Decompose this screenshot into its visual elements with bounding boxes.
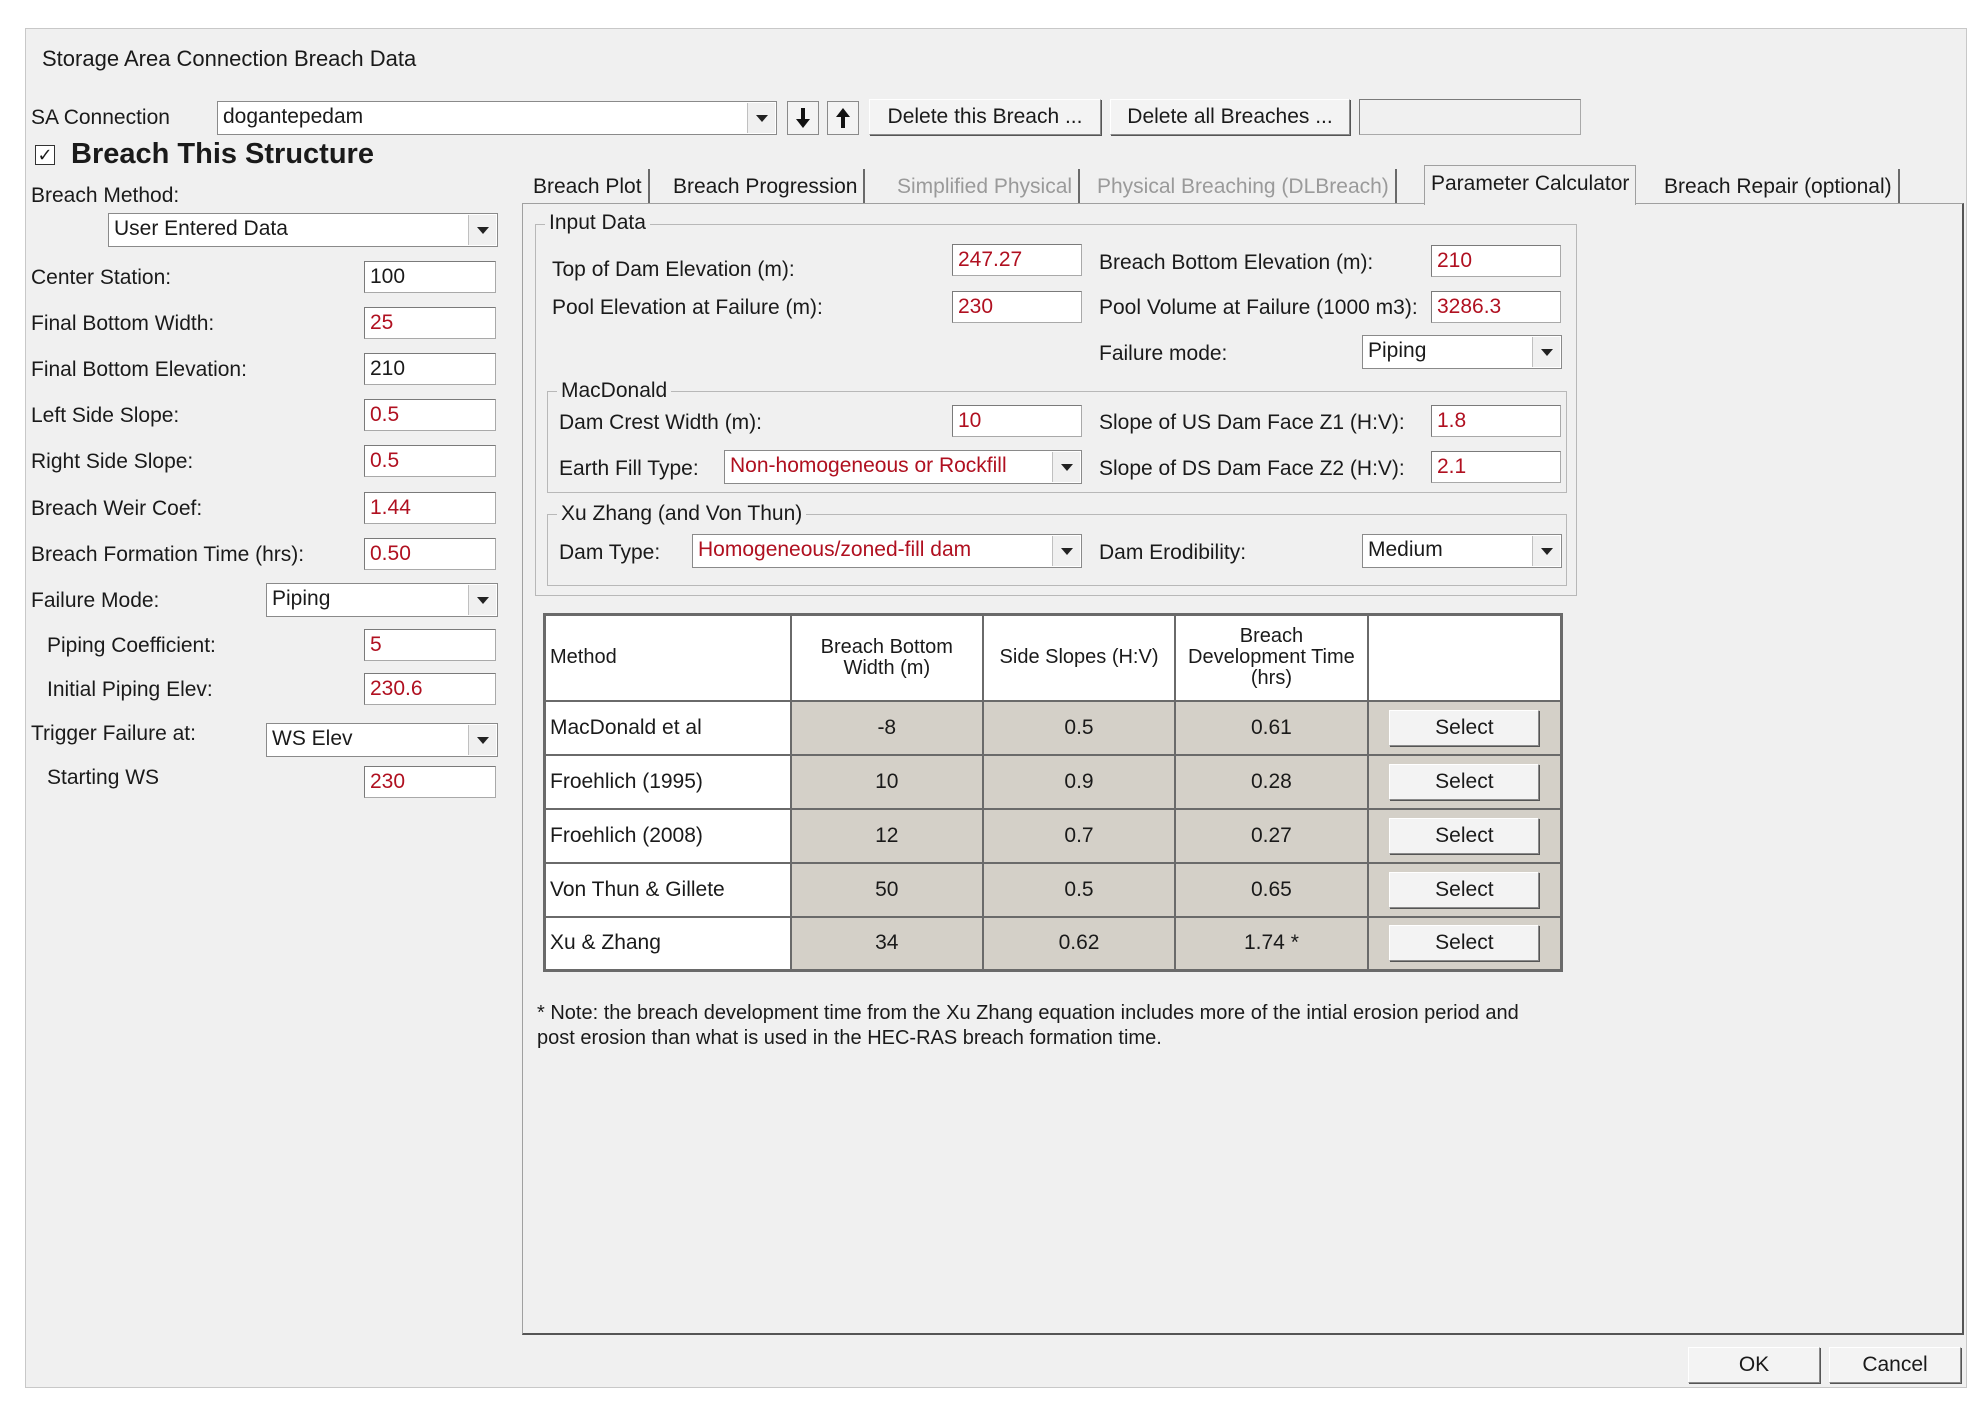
failure-mode-calc-value: Piping <box>1368 339 1427 362</box>
breach-structure-checkbox[interactable]: ✓ <box>35 145 55 165</box>
move-up-button[interactable] <box>827 101 859 135</box>
right-side-slope-input[interactable]: 0.5 <box>364 445 496 477</box>
breach-formation-time-input[interactable]: 0.50 <box>364 538 496 570</box>
slopes-cell: 0.7 <box>983 809 1175 863</box>
right-side-slope-label: Right Side Slope: <box>31 450 194 473</box>
width-cell: 34 <box>791 917 983 971</box>
width-cell: 50 <box>791 863 983 917</box>
sa-connection-label: SA Connection <box>31 106 170 129</box>
breach-bottom-elevation-label: Breach Bottom Elevation (m): <box>1099 251 1374 274</box>
method-cell: Froehlich (1995) <box>545 755 791 809</box>
center-station-input[interactable]: 100 <box>364 261 496 293</box>
chevron-down-icon[interactable] <box>468 725 496 755</box>
select-button[interactable]: Select <box>1389 818 1539 854</box>
trigger-failure-select[interactable] <box>266 723 498 757</box>
macdonald-title: MacDonald <box>557 379 671 403</box>
breach-formation-time-label: Breach Formation Time (hrs): <box>31 543 305 566</box>
final-bottom-width-input[interactable]: 25 <box>364 307 496 339</box>
breach-method-label: Breach Method: <box>31 184 180 207</box>
select-cell <box>1368 755 1562 809</box>
tab-parameter-calculator[interactable]: Parameter Calculator <box>1424 165 1636 205</box>
pool-volume-input[interactable]: 3286.3 <box>1431 291 1561 323</box>
table-header-row <box>545 615 1562 701</box>
tab-physical-breaching[interactable]: Physical Breaching (DLBreach) <box>1091 169 1397 203</box>
ok-button[interactable]: OK <box>1688 1347 1820 1383</box>
starting-ws-input[interactable]: 230 <box>364 766 496 798</box>
table-row <box>545 809 1562 863</box>
chevron-down-icon[interactable] <box>1052 452 1080 482</box>
time-cell: 0.65 <box>1175 863 1368 917</box>
select-button[interactable]: Select <box>1389 710 1539 746</box>
method-cell: Froehlich (2008) <box>545 809 791 863</box>
select-button[interactable]: Select <box>1389 872 1539 908</box>
failure-mode-value: Piping <box>272 587 331 610</box>
tab-breach-repair[interactable]: Breach Repair (optional) <box>1658 169 1900 203</box>
breach-weir-coef-label: Breach Weir Coef: <box>31 497 203 520</box>
earth-fill-value: Non-homogeneous or Rockfill <box>730 454 1007 477</box>
chevron-down-icon[interactable] <box>468 585 496 615</box>
header-side-slopes: Side Slopes (H:V) <box>983 615 1175 701</box>
sa-connection-value: dogantepedam <box>223 105 364 128</box>
initial-piping-elev-label: Initial Piping Elev: <box>47 678 213 701</box>
pool-volume-label: Pool Volume at Failure (1000 m3): <box>1099 296 1418 319</box>
initial-piping-elev-input[interactable]: 230.6 <box>364 673 496 705</box>
tab-breach-plot[interactable]: Breach Plot <box>527 169 650 203</box>
top-of-dam-label: Top of Dam Elevation (m): <box>552 258 795 281</box>
breach-method-value: User Entered Data <box>114 217 288 240</box>
arrow-down-icon <box>795 107 811 129</box>
left-side-slope-input[interactable]: 0.5 <box>364 399 496 431</box>
failure-mode-calc-label: Failure mode: <box>1099 342 1228 365</box>
slopes-cell: 0.9 <box>983 755 1175 809</box>
select-cell <box>1368 809 1562 863</box>
time-cell: 0.28 <box>1175 755 1368 809</box>
chevron-down-icon[interactable] <box>468 215 496 245</box>
pool-elevation-label: Pool Elevation at Failure (m): <box>552 296 823 319</box>
slope-us-label: Slope of US Dam Face Z1 (H:V): <box>1099 411 1405 434</box>
breach-structure-label: Breach This Structure <box>71 138 374 170</box>
chevron-down-icon[interactable] <box>1532 536 1560 566</box>
table-row <box>545 917 1562 971</box>
table-row <box>545 863 1562 917</box>
earth-fill-select[interactable] <box>724 450 1082 484</box>
dam-erodibility-label: Dam Erodibility: <box>1099 541 1247 564</box>
header-select <box>1368 615 1562 701</box>
select-cell <box>1368 917 1562 971</box>
breach-weir-coef-input[interactable]: 1.44 <box>364 492 496 524</box>
top-of-dam-input[interactable]: 247.27 <box>952 244 1082 276</box>
cancel-button[interactable]: Cancel <box>1829 1347 1961 1383</box>
sa-connection-select[interactable] <box>217 101 777 135</box>
select-cell <box>1368 701 1562 755</box>
select-button[interactable]: Select <box>1389 925 1539 961</box>
dam-type-label: Dam Type: <box>559 541 661 564</box>
dam-crest-width-label: Dam Crest Width (m): <box>559 411 763 434</box>
left-side-slope-label: Left Side Slope: <box>31 404 180 427</box>
chevron-down-icon[interactable] <box>1532 337 1560 367</box>
dam-erodibility-select[interactable] <box>1362 534 1562 568</box>
slopes-cell: 0.62 <box>983 917 1175 971</box>
delete-all-breaches-button[interactable]: Delete all Breaches ... <box>1110 99 1350 135</box>
width-cell: -8 <box>791 701 983 755</box>
trigger-failure-label: Trigger Failure at: <box>31 722 196 745</box>
select-button[interactable]: Select <box>1389 764 1539 800</box>
header-breach-bottom-width: Breach Bottom Width (m) <box>791 615 983 701</box>
failure-mode-select[interactable] <box>266 583 498 617</box>
slope-ds-input[interactable]: 2.1 <box>1431 451 1561 483</box>
piping-coefficient-input[interactable]: 5 <box>364 629 496 661</box>
piping-coefficient-label: Piping Coefficient: <box>47 634 216 657</box>
final-bottom-elevation-label: Final Bottom Elevation: <box>31 358 247 381</box>
xu-zhang-note: * Note: the breach development time from the Xu Zhang equation includes more of the intial erosion period and post erosion than what is used in the HEC-RAS breach formation time. <box>537 1002 1519 1049</box>
failure-mode-calc-select[interactable] <box>1362 335 1562 369</box>
slope-ds-label: Slope of DS Dam Face Z2 (H:V): <box>1099 457 1405 480</box>
time-cell: 0.27 <box>1175 809 1368 863</box>
chevron-down-icon[interactable] <box>747 103 775 133</box>
breach-method-select[interactable] <box>108 213 498 247</box>
select-cell <box>1368 863 1562 917</box>
slopes-cell: 0.5 <box>983 863 1175 917</box>
pool-elevation-input[interactable]: 230 <box>952 291 1082 323</box>
starting-ws-label: Starting WS <box>47 766 160 789</box>
dam-type-select[interactable] <box>692 534 1082 568</box>
move-down-button[interactable] <box>787 101 819 135</box>
xu-zhang-title: Xu Zhang (and Von Thun) <box>557 502 806 526</box>
earth-fill-label: Earth Fill Type: <box>559 457 699 480</box>
breach-data-window <box>25 28 1967 1388</box>
dam-erodibility-value: Medium <box>1368 538 1443 561</box>
delete-breach-button[interactable]: Delete this Breach ... <box>869 99 1101 135</box>
center-station-label: Center Station: <box>31 266 172 289</box>
slope-us-input[interactable]: 1.8 <box>1431 405 1561 437</box>
final-bottom-elevation-input[interactable]: 210 <box>364 353 496 385</box>
header-method: Method <box>545 615 791 701</box>
width-cell: 12 <box>791 809 983 863</box>
breach-bottom-elevation-input[interactable]: 210 <box>1431 245 1561 277</box>
status-field <box>1359 99 1581 135</box>
tab-simplified-physical[interactable]: Simplified Physical <box>891 169 1080 203</box>
final-bottom-width-label: Final Bottom Width: <box>31 312 215 335</box>
results-table <box>543 613 1563 972</box>
slopes-cell: 0.5 <box>983 701 1175 755</box>
arrow-up-icon <box>835 107 851 129</box>
time-cell: 0.61 <box>1175 701 1368 755</box>
method-cell: Xu & Zhang <box>545 917 791 971</box>
chevron-down-icon[interactable] <box>1052 536 1080 566</box>
time-cell: 1.74 * <box>1175 917 1368 971</box>
dam-crest-width-input[interactable]: 10 <box>952 405 1082 437</box>
window-title: Storage Area Connection Breach Data <box>42 46 417 71</box>
dam-type-value: Homogeneous/zoned-fill dam <box>698 538 972 561</box>
input-data-title: Input Data <box>545 211 650 235</box>
method-cell: MacDonald et al <box>545 701 791 755</box>
failure-mode-label: Failure Mode: <box>31 589 160 612</box>
table-row <box>545 755 1562 809</box>
table-row <box>545 701 1562 755</box>
width-cell: 10 <box>791 755 983 809</box>
trigger-failure-value: WS Elev <box>272 727 353 750</box>
header-breach-development-time: Breach Development Time (hrs) <box>1175 615 1368 701</box>
tab-breach-progression[interactable]: Breach Progression <box>667 169 865 203</box>
method-cell: Von Thun & Gillete <box>545 863 791 917</box>
